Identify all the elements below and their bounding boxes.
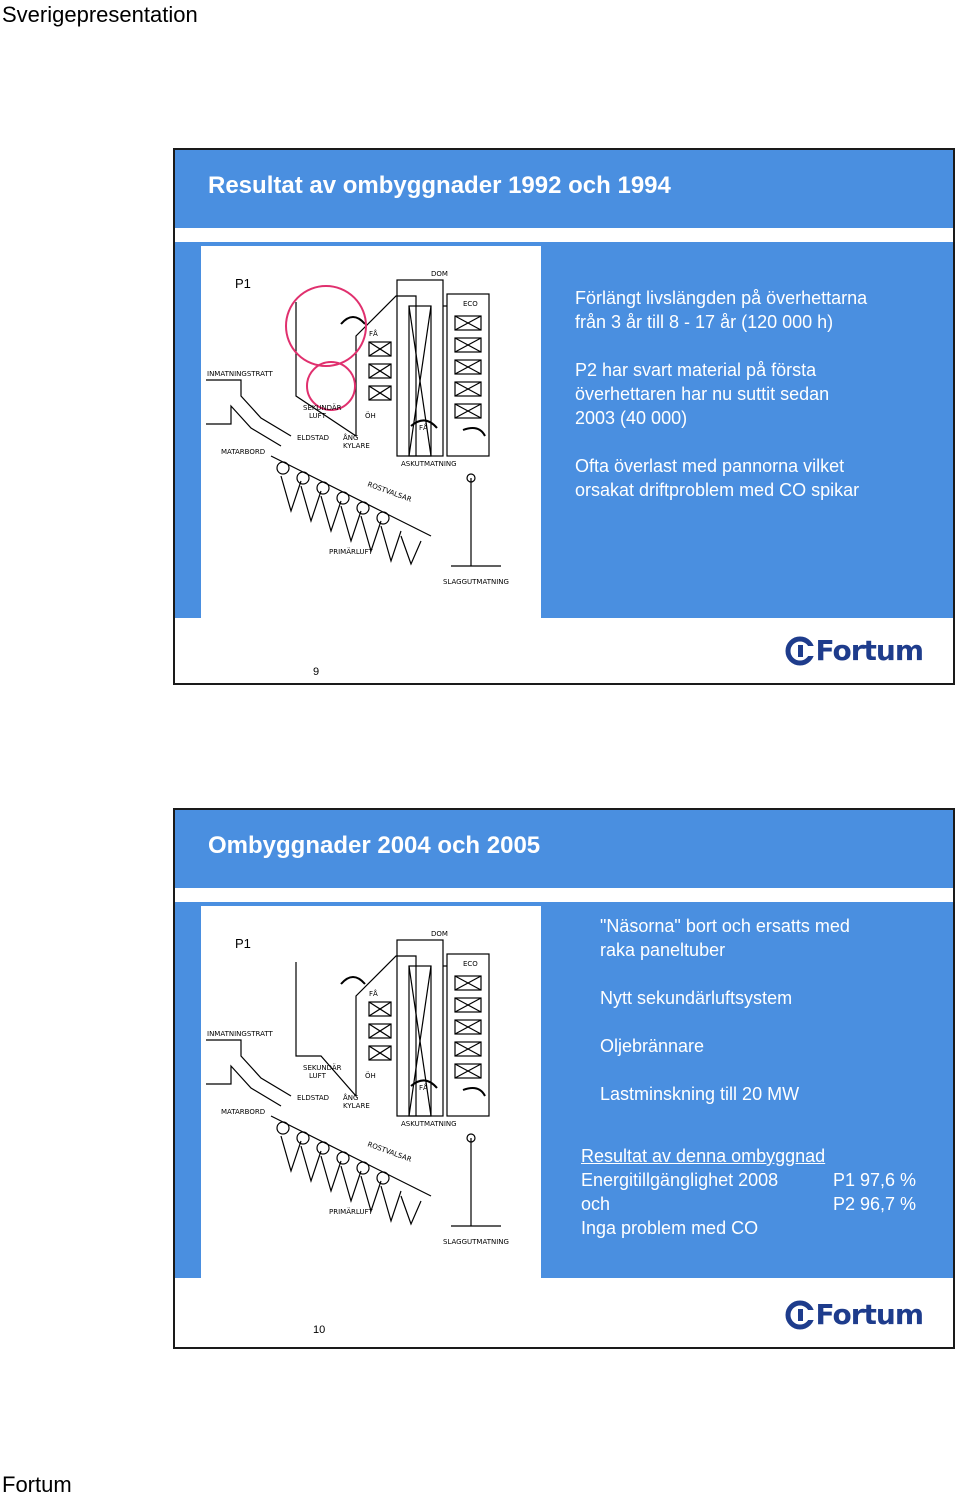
label-luft: LUFT — [309, 412, 326, 420]
text-line: orsakat driftproblem med CO spikar — [575, 480, 860, 500]
page-footer: Fortum — [2, 1472, 72, 1497]
fortum-logo — [785, 1298, 923, 1331]
text-line: från 3 år till 8 - 17 år (120 000 h) — [575, 312, 834, 332]
results-value: P2 96,7 % — [833, 1194, 917, 1214]
label-fa-2: FÅ — [419, 1084, 428, 1092]
results-heading: Resultat av denna ombyggnad — [581, 1146, 826, 1166]
label-oh: ÖH — [365, 1072, 376, 1080]
label-fa-1: FÅ — [369, 990, 378, 998]
label-sekundar: SEKUNDÄR — [303, 1064, 342, 1072]
slide-title: Ombyggnader 2004 och 2005 — [208, 832, 541, 859]
boiler-diagram — [201, 246, 541, 618]
fortum-logo — [785, 634, 923, 667]
results-label: Energitillgänglighet 2008 — [581, 1170, 779, 1190]
fortum-logo-icon — [785, 636, 815, 666]
label-p1: P1 — [235, 936, 251, 951]
paragraph — [600, 1082, 950, 1106]
paragraph — [600, 1034, 950, 1058]
text-line: Förlängt livslängden på överhettarna — [575, 288, 868, 308]
label-primarluft: PRIMÄRLUFT — [329, 548, 373, 556]
label-slaggutmatning: SLAGGUTMATNING — [443, 1238, 509, 1246]
label-inmatningstratt: INMATNINGSTRATT — [207, 370, 273, 378]
results-row — [581, 1192, 916, 1216]
label-dom: DOM — [431, 930, 448, 938]
results-row — [581, 1168, 916, 1192]
paragraph — [575, 286, 945, 334]
slide-page-number: 10 — [313, 1324, 326, 1336]
fortum-logo-text: Fortum — [815, 1298, 923, 1331]
label-eco: ECO — [463, 960, 478, 968]
label-rostvalsar: ROSTVALSAR — [366, 1140, 413, 1164]
paragraph — [600, 914, 950, 962]
text-line: P2 har svart material på första — [575, 360, 817, 380]
text-line: raka paneltuber — [600, 940, 726, 960]
text-line: Lastminskning till 20 MW — [600, 1084, 800, 1104]
page-header: Sverigepresentation — [2, 2, 198, 27]
label-sekundar: SEKUNDÄR — [303, 404, 342, 412]
results-value: P1 97,6 % — [833, 1170, 917, 1190]
slide-body-text — [575, 286, 945, 526]
label-ang: ÅNG — [343, 1094, 359, 1102]
results-line: Inga problem med CO — [581, 1218, 759, 1238]
highlight-circles — [286, 286, 366, 410]
label-eco: ECO — [463, 300, 478, 308]
boiler-diagram-svg — [201, 246, 541, 618]
label-inmatningstratt: INMATNINGSTRATT — [207, 1030, 273, 1038]
label-primarluft: PRIMÄRLUFT — [329, 1208, 373, 1216]
fortum-logo-icon — [785, 1300, 815, 1330]
label-matarbord: MATARBORD — [221, 1108, 266, 1116]
paragraph — [600, 986, 950, 1010]
label-luft: LUFT — [309, 1072, 326, 1080]
label-eldstad: ELDSTAD — [297, 1094, 330, 1102]
text-line: Ofta överlast med pannorna vilket — [575, 456, 845, 476]
fortum-logo-text: Fortum — [815, 634, 923, 667]
boiler-diagram-svg — [201, 906, 541, 1278]
label-slaggutmatning: SLAGGUTMATNING — [443, 578, 509, 586]
label-kylare: KYLARE — [343, 442, 370, 450]
results-label: och — [581, 1194, 611, 1214]
label-p1: P1 — [235, 276, 251, 291]
paragraph — [575, 454, 945, 502]
text-line: Nytt sekundärluftsystem — [600, 988, 793, 1008]
text-line: "Näsorna" bort och ersatts med — [600, 916, 850, 936]
label-dom: DOM — [431, 270, 448, 278]
text-line: 2003 (40 000) — [575, 408, 688, 428]
label-oh: ÖH — [365, 412, 376, 420]
slide-title: Resultat av ombyggnader 1992 och 1994 — [208, 172, 671, 199]
label-ang: ÅNG — [343, 434, 359, 442]
label-matarbord: MATARBORD — [221, 448, 266, 456]
label-fa-1: FÅ — [369, 330, 378, 338]
label-fa-2: FÅ — [419, 424, 428, 432]
paragraph — [575, 358, 945, 430]
boiler-diagram — [201, 906, 541, 1278]
label-askutmatning: ASKUTMATNING — [401, 460, 457, 468]
slide-9 — [173, 148, 955, 685]
label-eldstad: ELDSTAD — [297, 434, 330, 442]
slide-body-text — [600, 914, 950, 1130]
label-rostvalsar: ROSTVALSAR — [366, 480, 413, 504]
label-askutmatning: ASKUTMATNING — [401, 1120, 457, 1128]
label-kylare: KYLARE — [343, 1102, 370, 1110]
slide-10 — [173, 808, 955, 1349]
slide-page-number: 9 — [313, 666, 320, 678]
results-block — [581, 1144, 916, 1240]
text-line: överhettaren har nu suttit sedan — [575, 384, 830, 404]
text-line: Oljebrännare — [600, 1036, 705, 1056]
